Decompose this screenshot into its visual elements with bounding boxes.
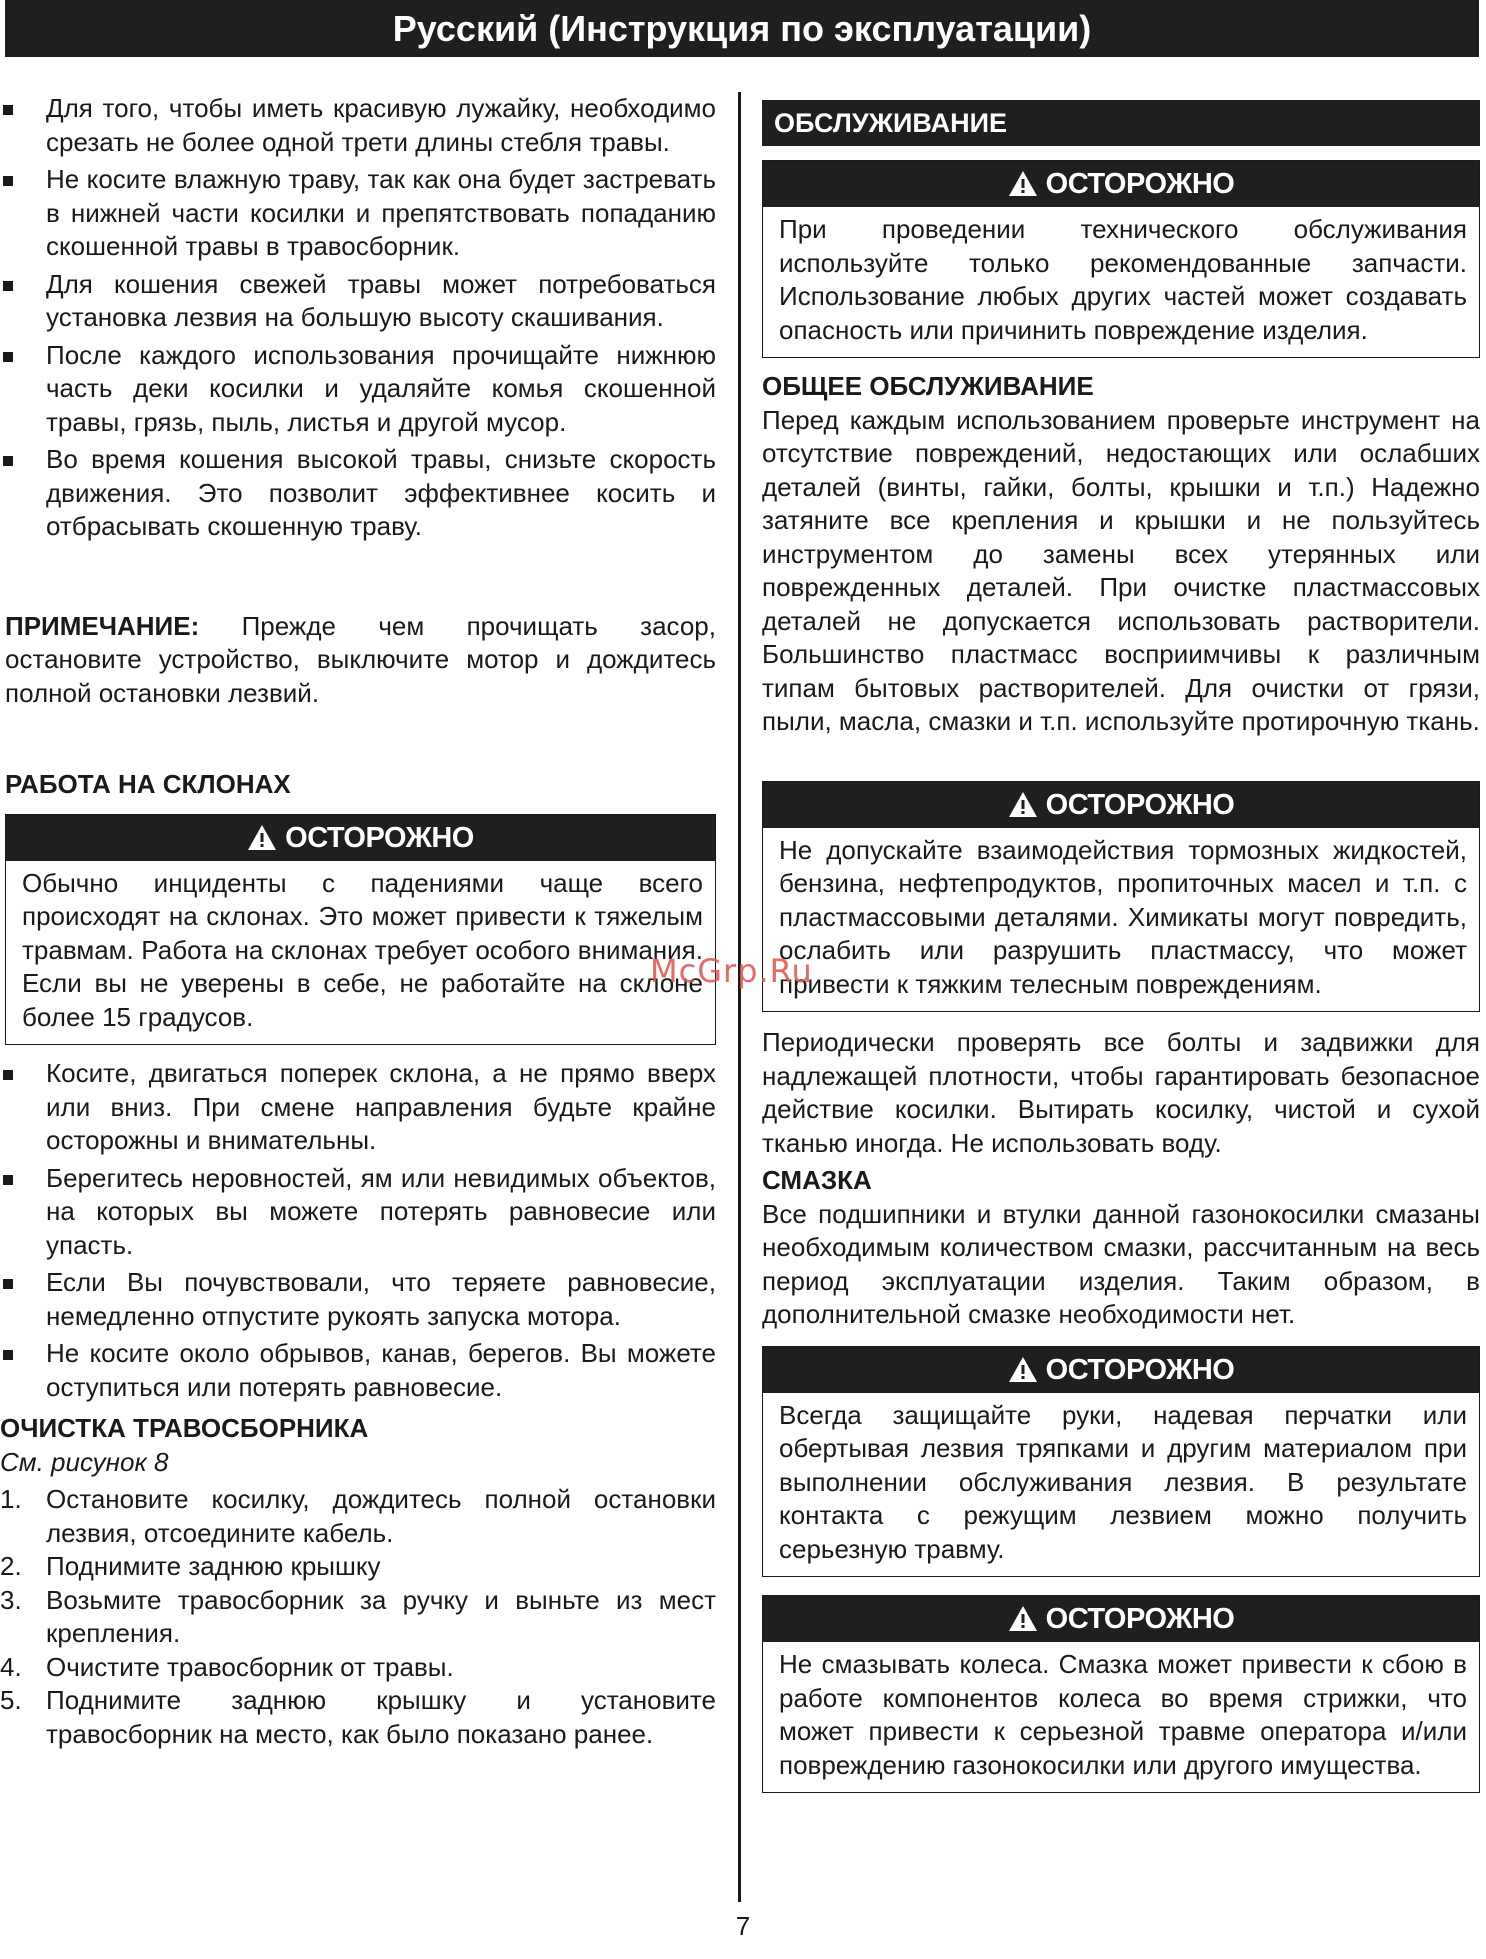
general-maintenance-heading: ОБЩЕЕ ОБСЛУЖИВАНИЕ xyxy=(762,371,1094,401)
warning-text: Не смазывать колеса. Смазка может привести к сбою в работе компонентов колеса во время стрижки, что может привести к серьезной травме оператора и/или повреждению газонокосилки или другого имущества. xyxy=(779,1649,1467,1780)
note-label: ПРИМЕЧАНИЕ: xyxy=(5,610,200,641)
warning-title: ОСТОРОЖНО xyxy=(1045,168,1235,200)
warning-triangle-icon xyxy=(1008,791,1038,818)
warning-title: ОСТОРОЖНО xyxy=(1045,788,1235,821)
figure-reference: См. рисунок 8 xyxy=(0,1446,169,1477)
step-item xyxy=(0,1684,716,1751)
list-item: Берегитесь неровностей, ям или невидимых объектов, на которых вы можете потерять равновесие или упасть. xyxy=(0,1162,716,1263)
page-number: 7 xyxy=(735,1911,751,1941)
warning-title: ОСТОРОЖНО xyxy=(1045,1353,1235,1386)
warning-header xyxy=(763,1347,1479,1393)
warning-header xyxy=(763,782,1479,828)
cleaning-steps-list xyxy=(0,1483,716,1751)
warning-box-parts xyxy=(762,160,1480,358)
step-number: 5. xyxy=(0,1685,22,1715)
warning-header xyxy=(6,815,715,861)
warning-header xyxy=(763,1596,1479,1642)
lubrication-heading: СМАЗКА xyxy=(762,1165,872,1195)
warning-header xyxy=(763,161,1479,207)
step-text: Остановите косилку, дождитесь полной остановки лезвия, отсоедините кабель. xyxy=(46,1484,716,1548)
step-text: Возьмите травосборник за ручку и выньте из мест крепления. xyxy=(46,1584,716,1648)
cleaning-heading: ОЧИСТКА ТРАВОСБОРНИКА xyxy=(0,1413,369,1443)
right-column xyxy=(762,100,1480,1793)
watermark: McGrp.Ru xyxy=(650,952,813,990)
page-header: Русский (Инструкция по эксплуатации) xyxy=(5,0,1479,57)
step-number: 4. xyxy=(0,1651,22,1682)
warning-triangle-icon xyxy=(247,824,277,851)
slopes-list xyxy=(0,1057,716,1404)
note-paragraph xyxy=(5,610,716,711)
warning-triangle-icon xyxy=(1008,1356,1038,1383)
step-item xyxy=(0,1483,716,1550)
warning-text: Не допускайте взаимодействия тормозных жидкостей, бензина, нефтепродуктов, пропиточных масел и т.п. с пластмассовыми деталями. Химикаты могут повредить, ослабить или разрушить пластмассу, что может привести к тяжким телесным повреждениям. xyxy=(779,834,1467,999)
step-number: 1. xyxy=(0,1484,22,1514)
maintenance-section-bar: ОБСЛУЖИВАНИЕ xyxy=(762,100,1480,146)
left-column xyxy=(0,92,716,1751)
warning-title: ОСТОРОЖНО xyxy=(1045,1603,1235,1635)
step-text: Поднимите заднюю крышку xyxy=(46,1551,381,1581)
warning-text: Всегда защищайте руки, надевая перчатки или обертывая лезвия тряпками и другим материалом при выполнении обслуживания лезвия. В результате контакта с режущим лезвием можно получить серьезную травму. xyxy=(779,1399,1467,1564)
bolts-check-text: Периодически проверять все болты и задвижки для надлежащей плотности, чтобы гарантировать безопасное действие косилки. Вытирать косилку, чистой и сухой тканью иногда. Не использовать воду. xyxy=(762,1027,1480,1158)
list-item: Для того, чтобы иметь красивую лужайку, необходимо срезать не более одной трети длины стебля травы. xyxy=(0,92,716,159)
list-item: Не косите влажную траву, так как она будет застревать в нижней части косилки и препятствовать попаданию скошенной травы в травосборник. xyxy=(0,163,716,264)
list-item: Для кошения свежей травы может потребоваться установка лезвия на большую высоту скашивания. xyxy=(0,268,716,335)
slopes-heading: РАБОТА НА СКЛОНАХ xyxy=(5,769,291,799)
warning-box-wheels xyxy=(762,1595,1480,1793)
general-maintenance-text: Перед каждым использованием проверьте инструмент на отсутствие повреждений, недостающих или ослабших деталей (винты, гайки, болты, крышки и т.п.) Надежно затяните все крепления и крышки и не пользуйтесь инструментом до замены всех утерянных или поврежденных деталей. При очистке пластмассовых деталей не допускается использовать растворители. Большинство пластмасс восприимчивы к различным типам бытовых растворителей. Для очистки от грязи, пыли, масла, смазки и т.п. используйте протирочную ткань. xyxy=(762,404,1480,736)
note-text: Прежде чем прочищать засор, остановите устройство, выключите мотор и дождитесь полной остановки лезвий. xyxy=(5,610,716,708)
step-item xyxy=(0,1651,716,1685)
warning-title: ОСТОРОЖНО xyxy=(285,821,474,854)
step-text: Очистите травосборник от травы. xyxy=(46,1651,454,1682)
list-item: Косите, двигаться поперек склона, а не прямо вверх или вниз. При смене направления будьте крайне осторожны и внимательны. xyxy=(0,1057,716,1158)
step-text: Поднимите заднюю крышку и установите травосборник на место, как было показано ранее. xyxy=(46,1685,716,1749)
warning-box-blade xyxy=(762,1346,1480,1578)
warning-text: При проведении технического обслуживания используйте только рекомендованные запчасти. Использование любых других частей может создавать опасность или причинить повреждение изделия. xyxy=(779,214,1467,345)
lubrication-text: Все подшипники и втулки данной газонокосилки смазаны необходимым количеством смазки, рассчитанным на весь период эксплуатации изделия. Таким образом, в дополнительной смазке необходимости нет. xyxy=(762,1198,1480,1329)
warning-box-chemicals xyxy=(762,781,1480,1013)
warning-triangle-icon xyxy=(1008,1605,1038,1632)
step-number: 3. xyxy=(0,1584,22,1615)
list-item: Во время кошения высокой травы, снизьте скорость движения. Это позволит эффективнее косить и отбрасывать скошенную траву. xyxy=(0,443,716,544)
warning-text: Обычно инциденты с падениями чаще всего происходят на склонах. Это может привести к тяжелым травмам. Работа на склонах требует особого внимания. Если вы не уверены в себе, не работайте на склоне более 15 градусов. xyxy=(22,867,703,1032)
tips-list xyxy=(0,92,716,544)
list-item: После каждого использования прочищайте нижнюю часть деки косилки и удаляйте комья скошенной травы, грязь, пыль, листья и другой мусор. xyxy=(0,339,716,440)
step-item xyxy=(0,1584,716,1651)
step-item xyxy=(0,1550,716,1584)
list-item: Не косите около обрывов, канав, берегов. Вы можете оступиться или потерять равновесие. xyxy=(0,1337,716,1404)
slopes-warning-box xyxy=(5,814,716,1046)
warning-triangle-icon xyxy=(1008,170,1038,197)
step-number: 2. xyxy=(0,1551,22,1581)
column-divider xyxy=(738,92,741,1902)
list-item: Если Вы почувствовали, что теряете равновесие, немедленно отпустите рукоять запуска мотора. xyxy=(0,1266,716,1333)
